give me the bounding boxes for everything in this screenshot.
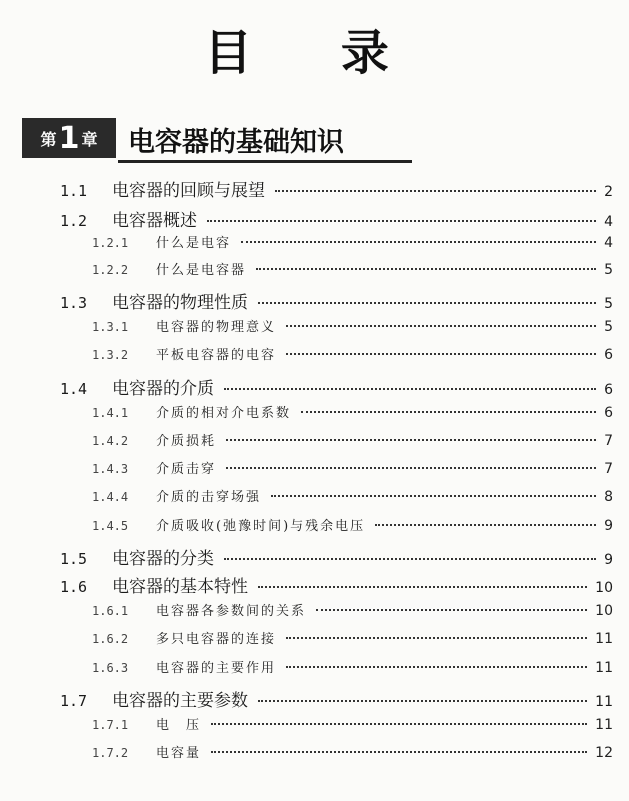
dot-leader [275,190,596,192]
toc-entry-number: 1.2.2 [92,263,129,277]
toc-subsection-entry[interactable] [92,402,613,430]
toc-subsection-entry[interactable] [92,232,613,260]
toc-entry-title: 介质吸收(弛豫时间)与残余电压 [156,519,366,534]
toc-entry-title: 平板电容器的电容 [156,348,277,363]
dot-leader [226,467,596,469]
toc-entry-title: 电容器的介质 [112,379,214,399]
toc-subsection-entry[interactable] [92,486,613,514]
dot-leader [207,220,596,222]
toc-entry-number: 1.4 [60,380,88,398]
dot-leader [258,586,587,588]
toc-entry-title: 多只电容器的连接 [156,632,277,647]
toc-page-number: 10 [595,580,613,596]
toc-subsection-entry[interactable] [92,657,613,685]
chapter-underline [118,160,412,163]
toc-page-number: 11 [595,717,613,733]
dot-leader [286,325,596,327]
toc-subsection-entry[interactable] [92,430,613,458]
toc-subsection-entry[interactable] [92,458,613,486]
toc-section-entry[interactable] [60,544,613,572]
toc-entry-number: 1.1 [60,182,88,200]
toc-entry-number: 1.3 [60,294,88,312]
toc-page-number: 11 [595,694,613,710]
toc-entry-number: 1.3.2 [92,348,129,362]
toc-page-number: 4 [604,214,613,230]
toc-entry-number: 1.6.2 [92,632,129,646]
toc-subsection-entry[interactable] [92,259,613,287]
toc-page-number: 9 [604,552,613,568]
toc-entry-number: 1.7.1 [92,718,129,732]
toc-entry-number: 1.4.5 [92,519,129,533]
toc-entry-title: 电容器概述 [112,211,197,231]
toc-section-entry[interactable] [60,206,613,234]
toc-entry-title: 电容器的物理意义 [156,320,277,335]
chapter-badge-suffix: 章 [81,129,98,149]
toc-page-number: 5 [604,319,613,335]
dot-leader [226,439,596,441]
toc-page-number: 9 [604,518,613,534]
toc-entry-number: 1.2 [60,212,88,230]
dot-leader [286,666,587,668]
toc-section-entry[interactable] [60,572,613,600]
toc-section-entry[interactable] [60,686,613,714]
toc-entry-number: 1.7.2 [92,746,129,760]
dot-leader [316,609,587,611]
toc-entry-number: 1.2.1 [92,236,129,250]
toc-page-number: 11 [595,631,613,647]
toc-page-number: 8 [604,489,613,505]
toc-entry-number: 1.7 [60,692,88,710]
toc-entry-title: 电容器的基本特性 [112,577,248,597]
toc-subsection-entry[interactable] [92,344,613,372]
toc-subsection-entry[interactable] [92,628,613,656]
toc-page-number: 10 [595,603,613,619]
toc-page-number: 2 [604,184,613,200]
toc-entry-title: 什么是电容 [156,236,232,251]
dot-leader [258,700,587,702]
toc-page-number: 6 [604,382,613,398]
toc-entry-title: 介质的相对介电系数 [156,406,292,421]
toc-entry-number: 1.4.2 [92,434,129,448]
toc-entry-number: 1.6.3 [92,661,129,675]
toc-section-entry[interactable] [60,288,613,316]
toc-page-number: 6 [604,405,613,421]
toc-entry-title: 介质损耗 [156,434,217,449]
toc-section-entry[interactable] [60,176,613,204]
toc-entry-title: 什么是电容器 [156,263,247,278]
dot-leader [211,723,587,725]
toc-page-number: 4 [604,235,613,251]
toc-entry-title: 电容器的主要作用 [156,661,277,676]
toc-subsection-entry[interactable] [92,515,613,543]
dot-leader [301,411,596,413]
chapter-badge-prefix: 第 [40,129,57,149]
dot-leader [241,241,596,243]
toc-page-number: 7 [604,461,613,477]
toc-page-number: 5 [604,296,613,312]
toc-entry-title: 电容器的物理性质 [112,293,248,313]
toc-subsection-entry[interactable] [92,742,613,770]
toc-entry-number: 1.4.3 [92,462,129,476]
toc-subsection-entry[interactable] [92,714,613,742]
toc-entry-title: 电容量 [156,746,202,761]
toc-page-number: 7 [604,433,613,449]
chapter-title: 电容器的基础知识 [128,127,344,158]
page-title: 目 录 [204,25,425,81]
chapter-heading [22,116,612,164]
dot-leader [286,637,587,639]
toc-subsection-entry[interactable] [92,316,613,344]
toc-entry-title: 电容器的分类 [112,549,214,569]
toc-entry-title: 介质的击穿场强 [156,490,262,505]
dot-leader [286,353,596,355]
toc-page-number: 12 [595,745,613,761]
toc-entry-number: 1.4.4 [92,490,129,504]
dot-leader [256,268,596,270]
dot-leader [258,302,596,304]
dot-leader [224,558,596,560]
toc-entry-number: 1.3.1 [92,320,129,334]
dot-leader [224,388,596,390]
toc-entry-title: 电容器的主要参数 [112,691,248,711]
toc-entry-number: 1.6 [60,578,88,596]
toc-page-number: 6 [604,347,613,363]
toc-entry-number: 1.6.1 [92,604,129,618]
dot-leader [211,751,587,753]
chapter-badge [22,118,116,158]
toc-entry-title: 介质击穿 [156,462,217,477]
toc-page-number: 11 [595,660,613,676]
toc-entry-number: 1.4.1 [92,406,129,420]
toc-entry-number: 1.5 [60,550,88,568]
chapter-number: 1 [58,120,80,156]
toc-page-number: 5 [604,262,613,278]
toc-entry-title: 电容器各参数间的关系 [156,604,307,619]
toc-subsection-entry[interactable] [92,600,613,628]
toc-entry-title: 电容器的回顾与展望 [112,181,265,201]
toc-section-entry[interactable] [60,374,613,402]
toc-entry-title: 电 压 [156,718,202,733]
dot-leader [375,524,596,526]
dot-leader [271,495,596,497]
